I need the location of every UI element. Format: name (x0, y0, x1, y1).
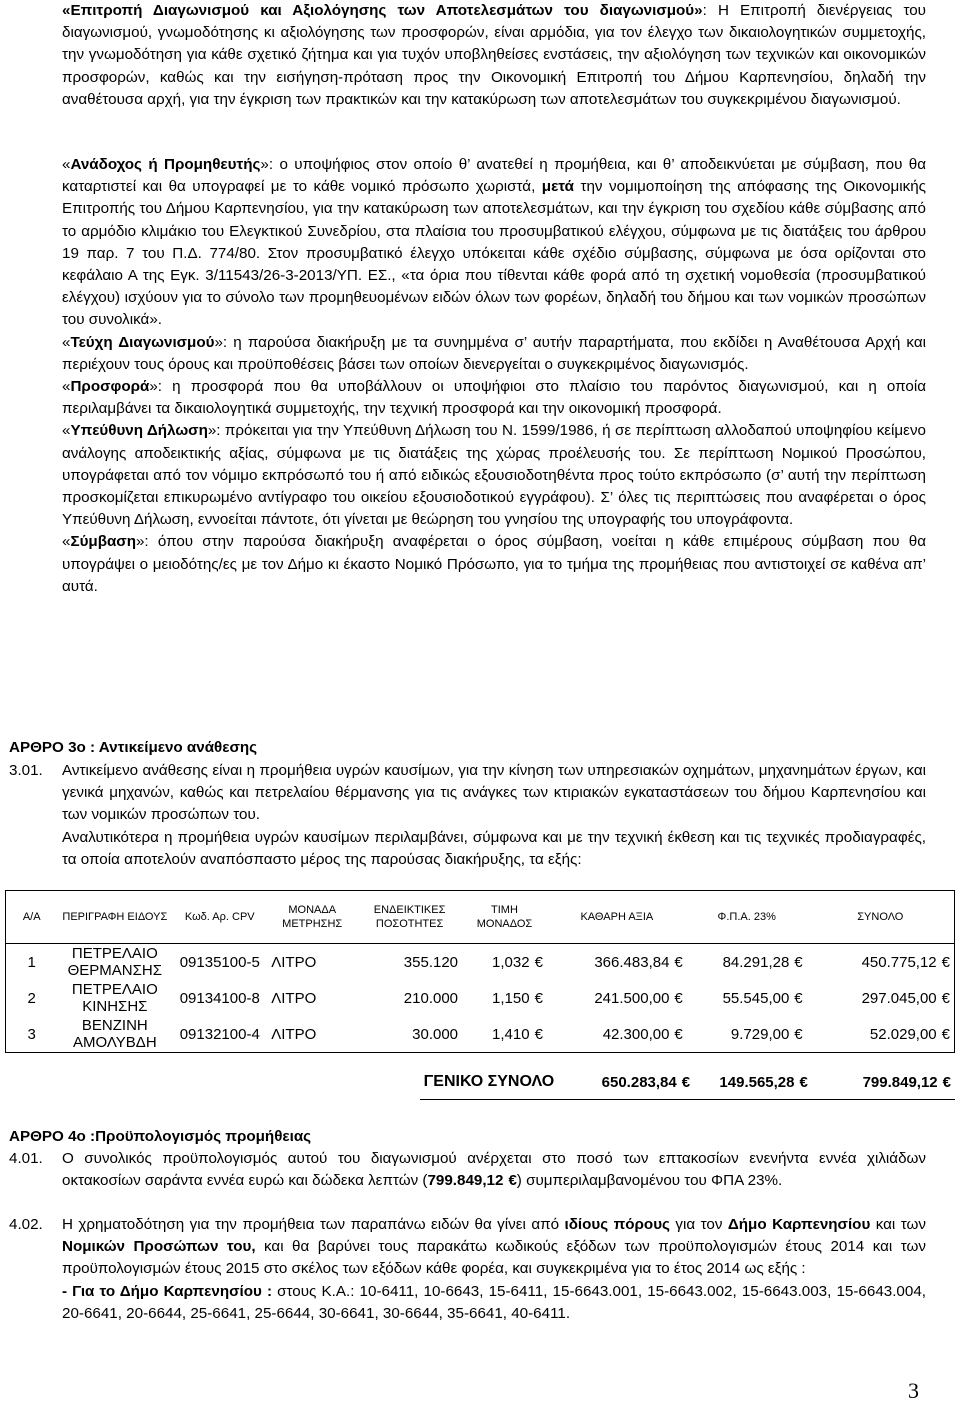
cell-description: ΒΕΝΖΙΝΗ ΑΜΟΛΥΒΔΗ (57, 1016, 172, 1053)
cell-cpv: 09134100-8 (179, 989, 260, 1007)
euro-symbol: € (508, 1172, 517, 1190)
euro-symbol: € (674, 989, 683, 1007)
cell-unit-price: 1,032 € (492, 953, 543, 971)
col-header-description: ΠΕΡΙΓΡΑΦΗ ΕΙΔΟΥΣ (57, 891, 172, 944)
euro-symbol: € (794, 1025, 803, 1043)
euro-symbol: € (799, 1073, 808, 1091)
cell-net-value: 241.500,00 € (594, 989, 683, 1007)
cell-index: 2 (6, 980, 58, 1016)
definition-contract: «Σύμβαση»: όπου στην παρούσα διακήρυξη αναφέρεται ο όρος σύμβαση, νοείται η κάθε επιμέρους σύμβαση που θα υπογράψει ο μειοδότης/ες με τον Δήμο κι έκαστο Νομικό Πρόσωπο, για το τμήμα της προμήθειας που αντιστοιχεί σε καθένα απ’ αυτά. (62, 533, 926, 595)
euro-symbol: € (942, 1073, 951, 1091)
definition-term: Τεύχη Διαγωνισμού (70, 333, 215, 351)
definitions-list (62, 154, 926, 598)
cell-quantity: 210.000 (403, 989, 459, 1007)
cell-net-value: 366.483,84 € (594, 953, 683, 971)
cell-index: 3 (6, 1016, 58, 1053)
cell-quantity: 30.000 (357, 1016, 462, 1053)
cell-total: 52.029,00 € (807, 1016, 955, 1053)
cell-unit: ΛΙΤΡΟ (271, 953, 317, 971)
euro-symbol: € (941, 1025, 950, 1043)
article3-heading: ΑΡΘΡΟ 3ο : Αντικείμενο ανάθεσης (9, 739, 258, 756)
intro-paragraph (62, 0, 926, 111)
cell-index: 1 (6, 944, 58, 981)
col-header-index: Α/Α (6, 891, 58, 944)
col-header-total: ΣΥΝΟΛΟ (807, 891, 955, 944)
article4-heading: ΑΡΘΡΟ 4ο :Προϋπολογισμός προμήθειας (9, 1128, 312, 1145)
euro-symbol: € (674, 953, 683, 971)
cell-cpv: 09135100-5 (179, 953, 260, 971)
intro-text: : Η Επιτροπή διενέργειας του διαγωνισμού, γνωμοδότησης κι αξιολόγησης των προσφορών, είναι αρμόδια, για τον έλεγχο των δικαιολογητικών συμμετοχής, την γνωμοδότηση για κάθε σχετικό ζήτημα και για τυχόν υποβληθείσες ενστάσεις, την αξιολόγηση των τεχνικών και οικονομικών προσφορών, καθώς και την εισήγηση-πρόταση προς την Οικονομική Επιτροπή του Δήμου Καρπενησίου, δηλαδή την αναθέτουσα αρχή, για την έγκριση των πρακτικών και την κατακύρωση των αποτελεσμάτων του συγκεκριμένου διαγωνισμού. (62, 2, 926, 108)
grand-total-row (5, 1065, 955, 1100)
paragraph-number: 3.01. (9, 762, 43, 779)
euro-symbol: € (681, 1073, 691, 1091)
grand-total-table (5, 1065, 955, 1100)
cell-total: 297.045,00 € (807, 980, 955, 1016)
table-row (6, 980, 955, 1016)
euro-symbol: € (674, 1025, 683, 1043)
cell-quantity: 355.120 (403, 953, 459, 971)
cell-unit: ΛΙΤΡΟ (267, 1016, 357, 1053)
definition-offer: «Προσφορά»: η προσφορά που θα υποβάλλουν οι υποψήφιοι στο πλαίσιο του παρόντος διαγωνισμού, και η οποία περιλαμβάνει τα δικαιολογητικά συμμετοχής, την τεχνική προσφορά και την οικονομική προσφορά. (62, 378, 926, 418)
article4-paragraph-402: 4.02. Η χρηματοδότηση για την προμήθεια των παραπάνω ειδών θα γίνει από ιδίους πόρους για τον Δήμο Καρπενησίου και των Νομικών Προσώπων του, και θα βαρύνει τους παρακάτω κωδικούς εξόδων των προϋπολογισμών έτους 2014 και των προϋπολογισμών έτους 2015 στο σκέλος των εξόδων κάθε φορέα, και συγκεκριμένα για το έτος 2014 ως εξής : - Για το Δήμο Καρπενησίου : στους Κ.Α.: 10-6411, 10-6643, 15-6411, 15-6643.001, 15-6643.002, 15-6643.003, 15-6643.004, 20-6641, 20-6644, 25-6641, 25-6644, 30-6641, 30-6644, 35-6641, 40-6411. (9, 1214, 926, 1325)
euro-symbol: € (794, 989, 803, 1007)
grand-total-sum: 799.849,12 € (812, 1065, 955, 1100)
grand-total-vat: 149.565,28 € (694, 1065, 812, 1100)
cell-vat: 84.291,28 € (722, 953, 803, 971)
budget-amount: 799.849,12 (427, 1172, 504, 1190)
article3-para1: Αντικείμενο ανάθεσης είναι η προμήθεια υγρών καυσίμων, για την κίνηση των υπηρεσιακών οχημάτων, μηχανημάτων έργων, και γενικά μηχανών, καθώς και πετρελαίου θέρμανσης για τις ανάγκες των κτιριακών εγκαταστάσεων του δήμου Καρπενησίου και των νομικών προσώπων του. (62, 762, 926, 824)
grand-total-label: ΓΕΝΙΚΟ ΣΥΝΟΛΟ (420, 1065, 559, 1100)
fuel-items-table (5, 890, 955, 1053)
intro-term: «Επιτροπή Διαγωνισμού και Αξιολόγησης των Αποτελεσμάτων του διαγωνισμού» (62, 2, 703, 19)
definition-term: Προσφορά (70, 378, 150, 396)
definition-declaration: «Υπεύθυνη Δήλωση»: πρόκειται για την Υπεύθυνη Δήλωση του Ν. 1599/1986, ή σε περίπτωση αλλοδαπού υποψηφίου κείμενο ανάλογης αποδεικτικής αξίας, σύμφωνα με τις διατάξεις της χώρας προέλευσής του. Σε περίπτωση Νομικού Προσώπου, υπογράφεται από τον νόμιμο εκπρόσωπό του ή από ειδικώς εξουσιοδοτηθέντα προς τούτο εκπρόσωπο (σ’ αυτή την περίπτωση προσκομίζεται επικυρωμένο αντίγραφο του οικείου εξουσιοδοτικού εγγράφου). Σ’ όλες τις περιπτώσεις που αναφέρεται ο όρος Υπεύθυνη Δήλωση, εννοείται πάντοτε, ότι γίνεται με θεώρηση του γνησίου της υπογραφής του υπογράφοντα. (62, 422, 926, 529)
cell-unit-price: 1,150 € (492, 989, 543, 1007)
definition-term: Ανάδοχος ή Προμηθευτής (70, 156, 261, 173)
article3-para2: Αναλυτικότερα η προμήθεια υγρών καυσίμων περιλαμβάνει, σύμφωνα και με την τεχνική έκθεση και τις τεχνικές προδιαγραφές, τα οποία αποτελούν αναπόσπαστο μέρος της παρούσας διακήρυξης, τα εξής: (62, 828, 926, 868)
budget-codes-line: - Για το Δήμο Καρπενησίου : στους Κ.Α.: 10-6411, 10-6643, 15-6411, 15-6643.001, 15-6643.002, 15-6643.003, 15-6643.004, 20-6641, 20-6644, 25-6641, 25-6644, 30-6641, 30-6644, 35-6641, 40-6411. (62, 1282, 926, 1322)
col-header-cpv: Κωδ. Αρ. CPV (172, 891, 267, 944)
paragraph-number: 4.01. (9, 1150, 43, 1167)
euro-symbol: € (794, 953, 803, 971)
euro-symbol: € (941, 989, 950, 1007)
col-header-quantity: ΕΝΔΕΙΚΤΙΚΕΣ ΠΟΣΟΤΗΤΕΣ (357, 891, 462, 944)
cell-net-value: 42.300,00 € (547, 1016, 687, 1053)
cell-unit-price: 1,410 € (462, 1016, 547, 1053)
article3-paragraph (9, 760, 926, 871)
col-header-vat: Φ.Π.Α. 23% (687, 891, 807, 944)
table-row (6, 944, 955, 981)
cell-description: ΠΕΤΡΕΛΑΙΟ ΘΕΡΜΑΝΣΗΣ (67, 945, 163, 979)
euro-symbol: € (534, 953, 543, 971)
article4-paragraph-401: 4.01. Ο συνολικός προϋπολογισμός αυτού του διαγωνισμού ανέρχεται στο ποσό των επτακοσίων ενενήντα εννέα χιλιάδων οκτακοσίων σαράντα εννέα ευρώ και δώδεκα λεπτών (799.849,12 €) συμπεριλαμβανομένου του ΦΠΑ 23%. (9, 1150, 926, 1190)
definition-term: Υπεύθυνη Δήλωση (70, 422, 208, 440)
cell-cpv: 09132100-4 (172, 1016, 267, 1053)
cell-unit: ΛΙΤΡΟ (271, 989, 317, 1007)
table-row (6, 1016, 955, 1053)
definition-contractor: «Ανάδοχος ή Προμηθευτής»: ο υποψήφιος στον οποίο θ’ ανατεθεί η προμήθεια, και θ’ αποδεικνύεται με σύμβαση, που θα καταρτιστεί και θα υπογραφεί με το κάθε νομικό πρόσωπο χωριστά, μετά την νομιμοποίηση της απόφασης της Οικονομικής Επιτροπής του Δήμου Καρπενησίου, για την κατακύρωση των αποτελεσμάτων, και την έγκριση του σχεδίου κάθε σύμβασης από το αρμόδιο κλιμάκιο του Ελεγκτικού Συνεδρίου, στα πλαίσια του προσυμβατικού ελέγχου, σύμφωνα με τις διατάξεις του άρθρου 19 παρ. 7 του Π.Δ. 774/80. Στον προσυμβατικό έλεγχο υπόκειται κάθε σχέδιο σύμβασης, σύμφωνα με όσα ορίζονται στο κεφάλαιο Α της Εγκ. 3/11543/26-3-2013/ΥΠ. ΕΣ., «τα όρια που τίθενται κάθε φορά από τη σχετική νομοθεσία (προσυμβατικού ελέγχου) ισχύουν για το σύνολο των προμηθευομένων ειδών όλων των φορέων, δηλαδή του δήμου και των νομικών προσώπων του συνολικά». (62, 156, 926, 329)
col-header-unit-price: ΤΙΜΗ ΜΟΝΑΔΟΣ (462, 891, 547, 944)
definition-tender-docs: «Τεύχη Διαγωνισμού»: η παρούσα διακήρυξη με τα συνημμένα σ’ αυτήν παραρτήματα, που εκδίδει η Αναθέτουσα Αρχή και περιέχουν τους όρους και προϋποθέσεις βάσει των οποίων διενεργείται ο συγκεκριμένος διαγωνισμός. (62, 333, 926, 373)
col-header-unit: ΜΟΝΑΔΑ ΜΕΤΡΗΣΗΣ (267, 891, 357, 944)
page-number: 3 (908, 1378, 919, 1403)
table-header-row (6, 891, 955, 944)
euro-symbol: € (534, 1025, 543, 1043)
grand-total-net: 650.283,84 € (558, 1065, 694, 1100)
cell-vat: 55.545,00 € (722, 989, 803, 1007)
definition-term: Σύμβαση (70, 533, 136, 551)
euro-symbol: € (534, 989, 543, 1007)
euro-symbol: € (941, 953, 950, 971)
cell-total: 450.775,12 € (807, 944, 955, 981)
cell-description: ΠΕΤΡΕΛΑΙΟ ΚΙΝΗΣΗΣ (71, 981, 158, 1015)
paragraph-number: 4.02. (9, 1216, 43, 1233)
cell-vat: 9.729,00 € (687, 1016, 807, 1053)
col-header-net-value: ΚΑΘΑΡΗ ΑΞΙΑ (547, 891, 687, 944)
